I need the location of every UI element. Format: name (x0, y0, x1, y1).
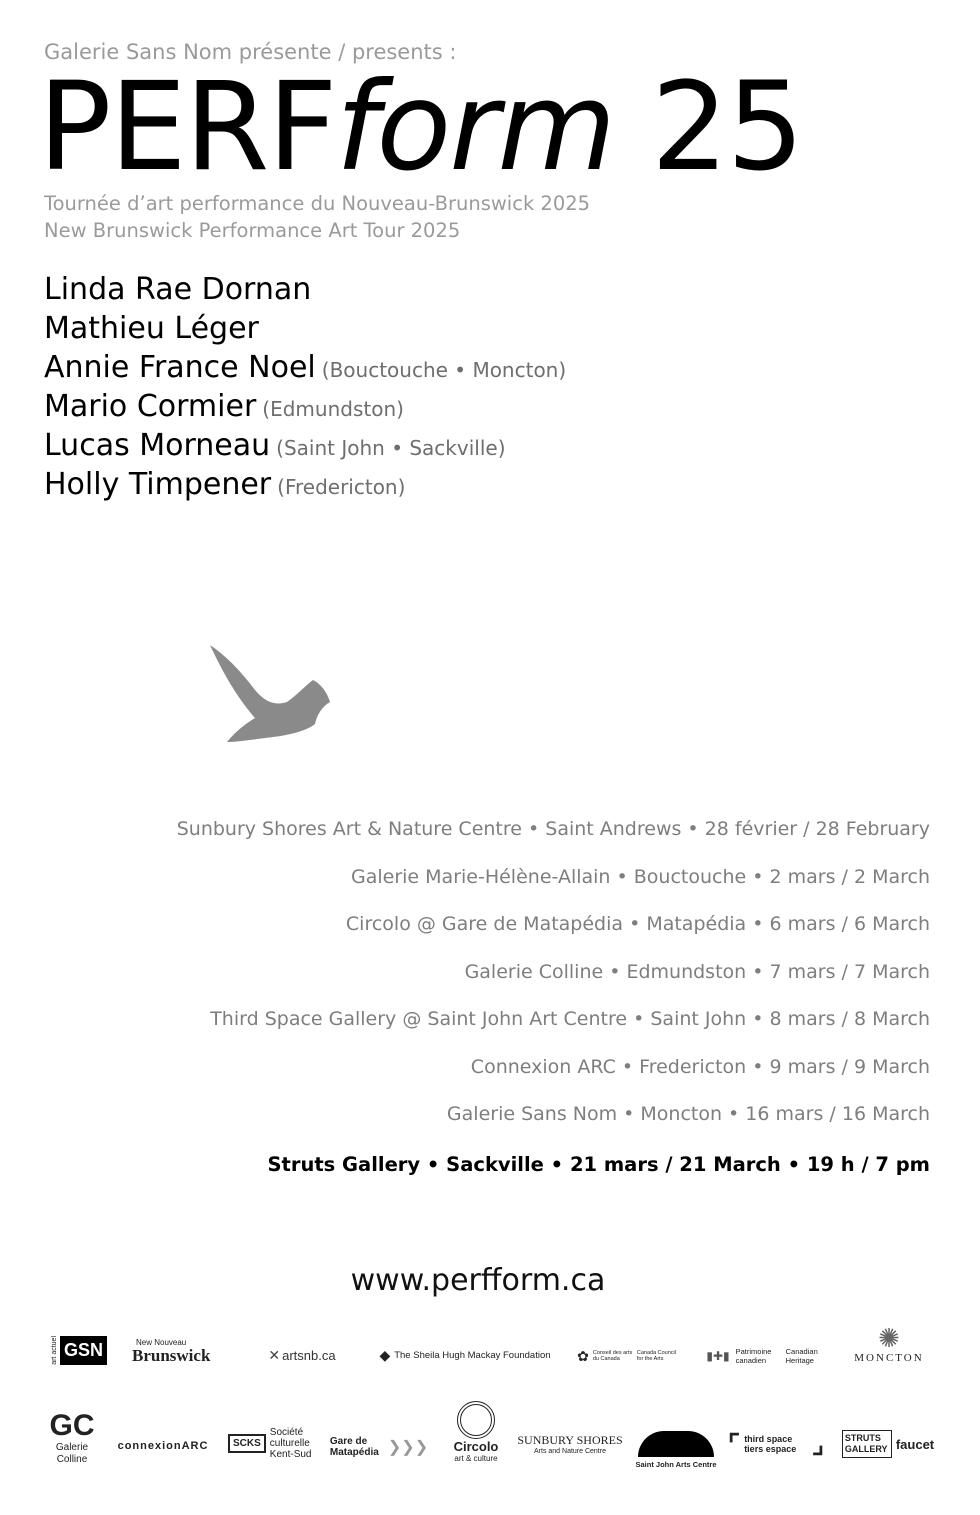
canadian-heritage-logo (704, 1343, 828, 1369)
artist-item (44, 389, 566, 428)
event-item-highlight: Struts Gallery • Sackville • 21 mars / 21 March • 19 h / 7 pm (267, 1152, 930, 1176)
subtitle-french: Tournée d’art performance du Nouveau-Brunswick 2025 (44, 192, 591, 215)
artist-name: Linda Rae Dornan (44, 272, 312, 307)
canada-council-logo (572, 1343, 686, 1369)
new-brunswick-logo (132, 1333, 228, 1369)
gsn-logo (44, 1333, 114, 1367)
moncton-logo (842, 1318, 936, 1370)
third-bracket-icon: ⌜ (728, 1428, 741, 1459)
mackay-text: The Sheila Hugh Mackay Foundation (394, 1349, 551, 1361)
poster-title (38, 56, 803, 198)
moncton-text: MONCTON (854, 1352, 924, 1364)
sunbury-text: SUNBURY SHORES (517, 1433, 623, 1447)
artist-location: (Fredericton) (277, 475, 406, 499)
artsnb-text: artsnb.ca (282, 1347, 336, 1363)
nb-main-text: Brunswick (132, 1346, 211, 1365)
artist-name: Mathieu Léger (44, 311, 259, 346)
council-tree-icon: ✿ (577, 1347, 589, 1364)
event-item: Connexion ARC • Fredericton • 9 mars / 9 March (470, 1055, 930, 1078)
saint-john-arts-centre-logo (634, 1413, 718, 1469)
sunbury-shores-logo (516, 1426, 624, 1462)
artist-location: (Saint John • Sackville) (276, 436, 506, 460)
third-text: third space tiers espace (744, 1434, 797, 1454)
moncton-star-icon: ✺ (878, 1323, 900, 1353)
artist-item (44, 350, 566, 389)
scks-logo (228, 1422, 320, 1464)
gare-arrows-icon: ❯❯❯ (387, 1439, 429, 1456)
artist-location: (Edmundston) (262, 397, 404, 421)
artsnb-x-icon: ✕ (268, 1346, 281, 1363)
council-fr-text: Conseil des arts du Canada (592, 1350, 633, 1362)
event-item: Sunbury Shores Art & Nature Centre • Saint Andrews • 28 février / 28 February (176, 818, 930, 840)
scks-text: Société culturelle Kent-Sud (269, 1426, 312, 1460)
artist-item (44, 272, 566, 311)
heritage-en-text: Canadian Heritage (785, 1347, 818, 1365)
artist-item (44, 428, 566, 467)
subtitle-english: New Brunswick Performance Art Tour 2025 (44, 219, 461, 242)
event-schedule (50, 818, 930, 1200)
artist-name: Holly Timpener (44, 467, 272, 502)
struts-text: STRUTS GALLERY (842, 1430, 892, 1458)
artist-name: Annie France Noel (44, 350, 316, 385)
gare-matapedia-logo (328, 1432, 430, 1462)
sjac-text: Saint John Arts Centre (635, 1460, 717, 1469)
artist-list (44, 272, 566, 506)
scks-box-icon: SCKS (228, 1434, 266, 1453)
colline-text: Galerie Colline (55, 1442, 89, 1465)
third-bracket-right-icon: ⌟ (811, 1428, 824, 1459)
nb-top-text: New Nouveau (136, 1338, 187, 1347)
event-item: Galerie Marie-Hélène-Allain • Bouctouche • 2 mars / 2 March (351, 865, 930, 888)
presenter-line: Galerie Sans Nom présente / presents : (44, 40, 457, 64)
third-space-logo (728, 1422, 824, 1466)
connexion-arc-logo (110, 1432, 216, 1460)
canada-flag-icon: ▮✚▮ (706, 1349, 730, 1363)
event-item: Galerie Sans Nom • Moncton • 16 mars / 16 March (446, 1103, 930, 1125)
mackay-foundation-logo (377, 1344, 553, 1366)
circolo-swirl-icon (457, 1401, 495, 1439)
title-form: form (335, 56, 615, 198)
artist-location: (Bouctouche • Moncton) (321, 358, 567, 382)
artist-item (44, 311, 566, 350)
title-number: 25 (614, 56, 803, 198)
council-en-text: Canada Council for the Arts (636, 1350, 676, 1362)
mackay-diamond-icon: ◆ (379, 1346, 391, 1363)
gsn-text: GSN (60, 1336, 107, 1365)
event-item: Galerie Colline • Edmundston • 7 mars / 7 March (464, 960, 930, 983)
title-perf: PERF (38, 56, 336, 198)
gare-text: Gare de Matapédia (329, 1436, 379, 1458)
connexion-text: connexionARC (117, 1440, 209, 1452)
artist-item (44, 467, 566, 506)
circolo-logo (446, 1395, 506, 1469)
galerie-colline-logo (44, 1405, 100, 1471)
sunbury-sub-text: Arts and Nature Centre (534, 1448, 606, 1455)
artsnb-logo (243, 1343, 361, 1367)
circolo-text: Circolo (453, 1439, 499, 1454)
event-item: Third Space Gallery @ Saint John Art Centre • Saint John • 8 mars / 8 March (210, 1008, 930, 1030)
colline-gc-icon: GC (49, 1409, 95, 1442)
gsn-side-text: art actuel (50, 1335, 58, 1365)
sjac-building-icon (638, 1431, 714, 1457)
circolo-sub-text: art & culture (454, 1454, 498, 1463)
struts-faucet-logo (840, 1420, 936, 1468)
faucet-text: faucet (895, 1436, 935, 1452)
event-item: Circolo @ Gare de Matapédia • Matapédia • 6 mars / 6 March (345, 913, 930, 935)
heritage-fr-text: Patrimoine canadien (735, 1347, 772, 1365)
website-url[interactable]: www.perfform.ca (350, 1263, 606, 1298)
artist-name: Lucas Morneau (44, 428, 271, 463)
bird-icon (205, 640, 335, 750)
artist-name: Mario Cormier (44, 389, 257, 424)
